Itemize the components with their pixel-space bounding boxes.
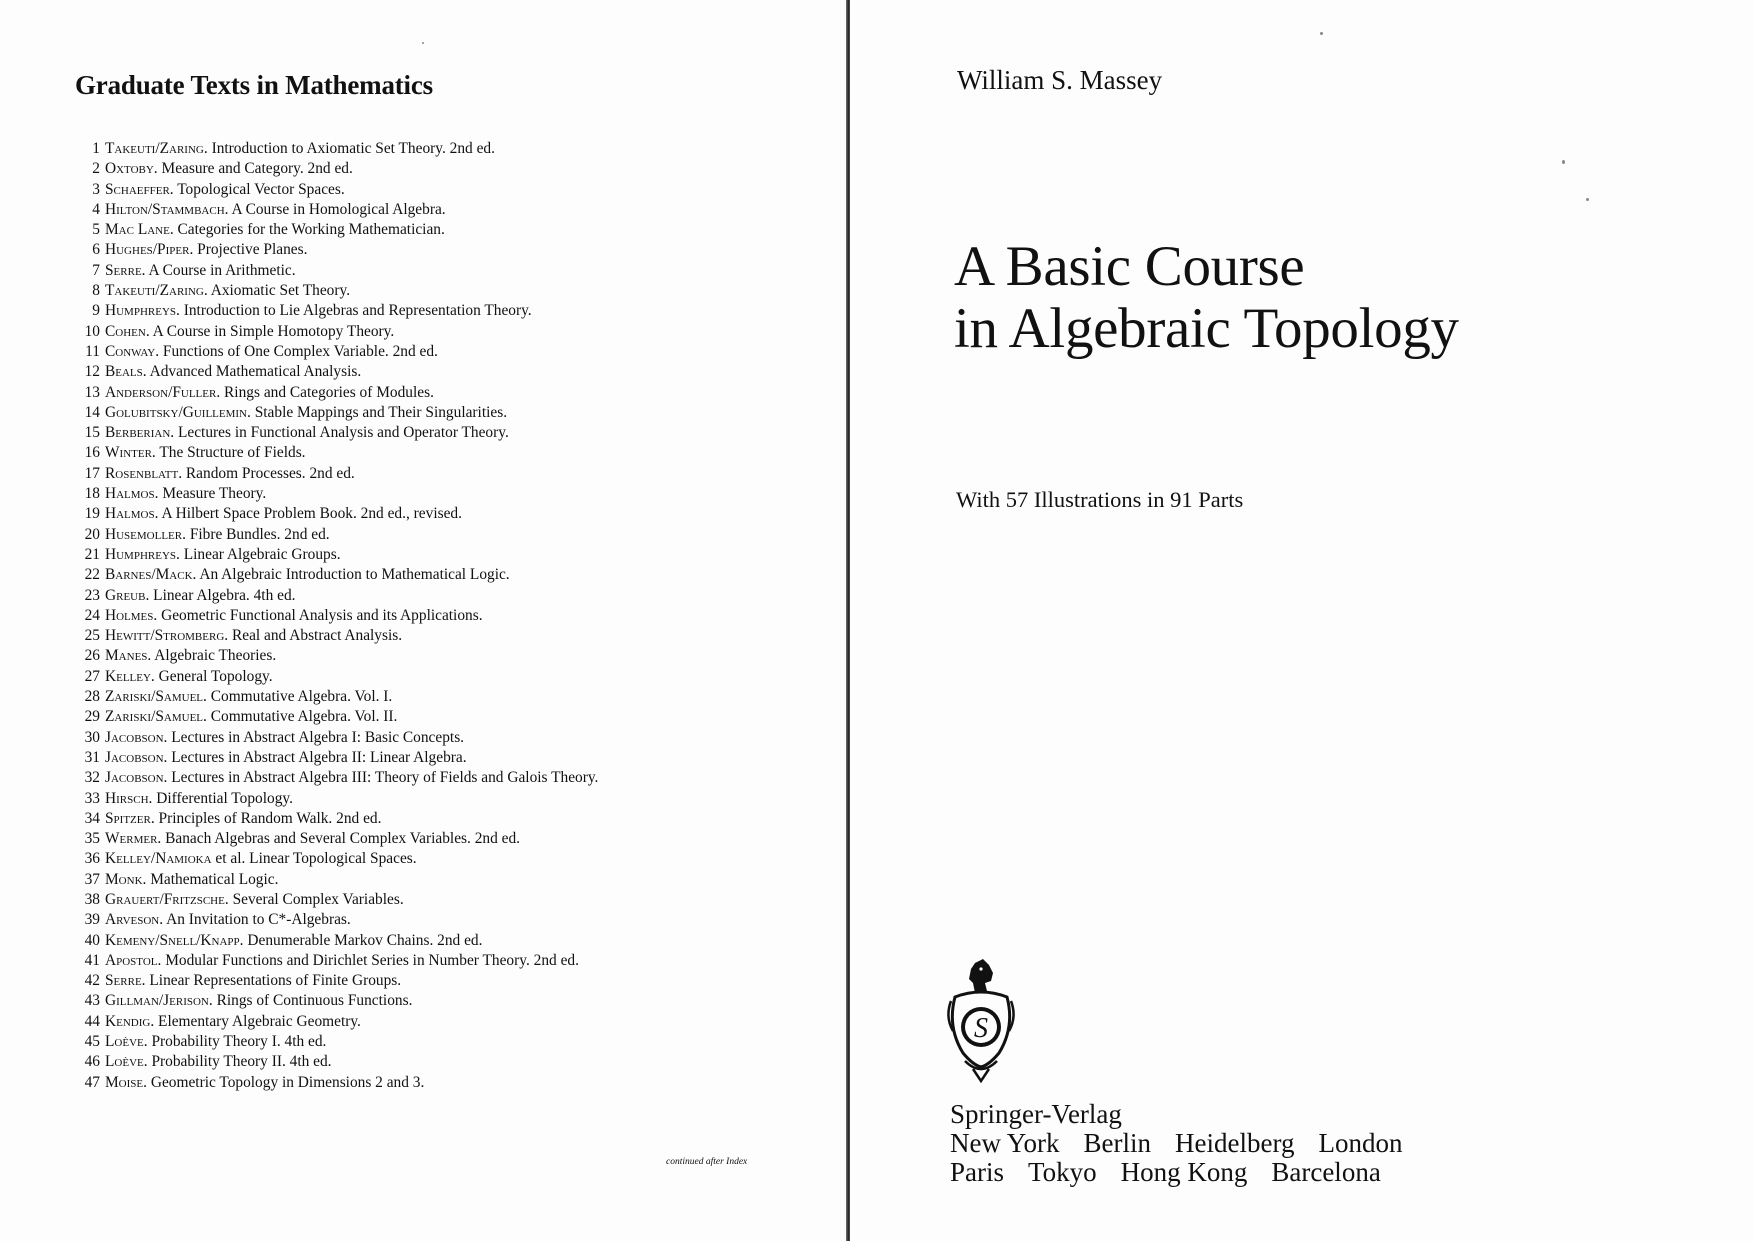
series-entry-number: 38 bbox=[84, 890, 100, 908]
series-entry-title: Fibre Bundles. 2nd ed. bbox=[189, 525, 330, 543]
series-entry-number: 7 bbox=[92, 261, 100, 279]
series-entry-author: Golubitsky/Guillemin. bbox=[105, 403, 251, 421]
series-entry-title: Advanced Mathematical Analysis. bbox=[149, 363, 362, 381]
series-entry bbox=[76, 180, 696, 200]
series-entry-title: Stable Mappings and Their Singularities. bbox=[254, 403, 508, 421]
series-entry-number: 30 bbox=[84, 728, 100, 746]
series-entry-author: Hughes/Piper. bbox=[105, 241, 194, 259]
series-entry-number: 28 bbox=[84, 688, 100, 706]
series-entry bbox=[76, 362, 696, 382]
series-entry bbox=[76, 220, 696, 240]
series-entry-author: Manes. bbox=[105, 647, 152, 665]
series-entry-number: 25 bbox=[84, 627, 100, 645]
series-entry-number: 11 bbox=[85, 342, 100, 360]
series-entry-title: Banach Algebras and Several Complex Variables. 2nd ed. bbox=[165, 830, 521, 848]
series-entry-title: A Hilbert Space Problem Book. 2nd ed., revised. bbox=[161, 505, 462, 523]
series-entry bbox=[76, 545, 696, 565]
series-entry bbox=[76, 991, 696, 1011]
series-entry-author: Zariski/Samuel. bbox=[105, 688, 207, 706]
series-entry-author: Takeuti/Zaring. bbox=[105, 282, 208, 300]
continued-note: continued after Index bbox=[666, 1157, 748, 1167]
series-entry-author: Loève. bbox=[105, 1033, 148, 1051]
series-entry-number: 46 bbox=[84, 1053, 100, 1071]
series-entry-title: Algebraic Theories. bbox=[154, 647, 277, 665]
series-entry bbox=[76, 606, 696, 626]
publisher-cities-line-2 bbox=[950, 1158, 1427, 1187]
series-entry bbox=[76, 1073, 696, 1093]
series-entry-title: Topological Vector Spaces. bbox=[177, 180, 345, 198]
series-entry-title: Rings of Continuous Functions. bbox=[216, 992, 413, 1010]
series-entry-title: Lectures in Abstract Algebra III: Theory of Fields and Galois Theory. bbox=[171, 769, 599, 787]
series-entry bbox=[76, 910, 696, 930]
series-entry-title: Commutative Algebra. Vol. I. bbox=[210, 688, 393, 706]
series-entry bbox=[76, 565, 696, 585]
series-entry bbox=[76, 1032, 696, 1052]
series-entry-author: Oxtoby. bbox=[105, 160, 158, 178]
series-entry-number: 39 bbox=[84, 911, 100, 929]
series-entry-number: 36 bbox=[84, 850, 100, 868]
series-entry bbox=[76, 849, 696, 869]
scan-speck bbox=[1586, 198, 1589, 201]
city: Barcelona bbox=[1271, 1157, 1381, 1187]
series-list bbox=[76, 139, 696, 1093]
series-entry-title: The Structure of Fields. bbox=[159, 444, 306, 462]
springer-knight-logo-icon bbox=[945, 957, 1017, 1085]
series-entry bbox=[76, 626, 696, 646]
series-entry-number: 21 bbox=[84, 545, 100, 563]
series-entry-number: 14 bbox=[84, 403, 100, 421]
series-entry-number: 29 bbox=[84, 708, 100, 726]
series-entry-number: 45 bbox=[84, 1033, 100, 1051]
series-entry-title: Linear Algebraic Groups. bbox=[183, 545, 341, 563]
series-entry-author: Cohen. bbox=[105, 322, 150, 340]
series-entry-number: 24 bbox=[84, 606, 100, 624]
city: Tokyo bbox=[1028, 1157, 1097, 1187]
scan-speck bbox=[1562, 160, 1565, 164]
series-entry-author: Rosenblatt. bbox=[105, 464, 183, 482]
series-entry-title: Introduction to Axiomatic Set Theory. 2nd ed. bbox=[211, 140, 495, 157]
series-entry-title: Linear Representations of Finite Groups. bbox=[149, 972, 402, 990]
series-entry-title: Lectures in Functional Analysis and Operator Theory. bbox=[177, 424, 509, 442]
series-entry bbox=[76, 870, 696, 890]
series-entry-title: Principles of Random Walk. 2nd ed. bbox=[158, 809, 382, 827]
series-entry-author: Hewitt/Stromberg. bbox=[105, 627, 229, 645]
series-entry-title: et al. Linear Topological Spaces. bbox=[215, 850, 417, 868]
city: London bbox=[1318, 1128, 1403, 1158]
series-entry-author: Arveson. bbox=[105, 911, 164, 929]
series-entry-author: Zariski/Samuel. bbox=[105, 708, 207, 726]
series-entry-title: Linear Algebra. 4th ed. bbox=[153, 586, 296, 604]
series-entry bbox=[76, 809, 696, 829]
series-entry-number: 6 bbox=[92, 241, 100, 259]
series-entry-number: 22 bbox=[84, 566, 100, 584]
series-entry-number: 13 bbox=[84, 383, 100, 401]
series-entry-title: An Invitation to C*-Algebras. bbox=[166, 911, 351, 929]
series-entry-author: Holmes. bbox=[105, 606, 158, 624]
series-entry bbox=[76, 748, 696, 768]
series-entry bbox=[76, 1052, 696, 1072]
series-entry bbox=[76, 464, 696, 484]
series-entry-title: Lectures in Abstract Algebra I: Basic Concepts. bbox=[171, 728, 465, 746]
series-entry-title: Commutative Algebra. Vol. II. bbox=[210, 708, 398, 726]
series-entry-title: Geometric Functional Analysis and its Applications. bbox=[161, 606, 483, 624]
series-entry-author: Wermer. bbox=[105, 830, 162, 848]
series-entry bbox=[76, 707, 696, 727]
series-entry bbox=[76, 525, 696, 545]
series-entry-author: Schaeffer. bbox=[105, 180, 174, 198]
series-entry bbox=[76, 768, 696, 788]
series-entry-title: A Course in Arithmetic. bbox=[148, 261, 296, 279]
series-entry-title: Lectures in Abstract Algebra II: Linear Algebra. bbox=[171, 748, 467, 766]
series-entry bbox=[76, 728, 696, 748]
series-entry-author: Monk. bbox=[105, 870, 147, 888]
series-entry-author: Hirsch. bbox=[105, 789, 153, 807]
series-entry-title: Denumerable Markov Chains. 2nd ed. bbox=[247, 931, 483, 949]
left-page bbox=[0, 0, 850, 1241]
series-entry-number: 33 bbox=[84, 789, 100, 807]
series-entry bbox=[76, 484, 696, 504]
series-entry-title: An Algebraic Introduction to Mathematical Logic. bbox=[199, 566, 510, 584]
series-entry bbox=[76, 240, 696, 260]
series-entry-author: Humphreys. bbox=[105, 545, 180, 563]
series-entry-title: Axiomatic Set Theory. bbox=[210, 282, 351, 300]
series-entry-author: Berberian. bbox=[105, 424, 175, 442]
series-entry bbox=[76, 504, 696, 524]
series-entry-author: Mac Lane. bbox=[105, 221, 174, 239]
series-entry-number: 34 bbox=[84, 809, 100, 827]
series-entry-number: 16 bbox=[84, 444, 100, 462]
series-entry bbox=[76, 687, 696, 707]
series-entry-number: 42 bbox=[84, 972, 100, 990]
publisher-block bbox=[950, 1100, 1427, 1187]
series-entry-number: 3 bbox=[92, 180, 100, 198]
series-entry-title: Modular Functions and Dirichlet Series in Number Theory. 2nd ed. bbox=[165, 951, 579, 969]
series-entry bbox=[76, 789, 696, 809]
series-entry bbox=[76, 301, 696, 321]
series-entry-title: Geometric Topology in Dimensions 2 and 3. bbox=[150, 1073, 425, 1091]
series-entry-author: Spitzer. bbox=[105, 809, 155, 827]
series-entry-title: Several Complex Variables. bbox=[232, 890, 404, 908]
series-entry bbox=[76, 342, 696, 362]
series-entry-author: Jacobson. bbox=[105, 728, 168, 746]
series-entry-number: 41 bbox=[84, 951, 100, 969]
series-entry-author: Husemoller. bbox=[105, 525, 186, 543]
series-entry bbox=[76, 443, 696, 463]
book-title bbox=[954, 236, 1459, 360]
series-entry-title: A Course in Simple Homotopy Theory. bbox=[152, 322, 395, 340]
book-author: William S. Massey bbox=[957, 65, 1163, 95]
city: Paris bbox=[950, 1157, 1004, 1187]
book-title-line-1: A Basic Course bbox=[954, 235, 1305, 298]
publisher-cities-line-1 bbox=[950, 1129, 1427, 1158]
series-entry-author: Takeuti/Zaring. bbox=[105, 140, 208, 157]
series-title: Graduate Texts in Mathematics bbox=[75, 70, 433, 100]
series-entry-number: 26 bbox=[84, 647, 100, 665]
series-entry-author: Apostol. bbox=[105, 951, 162, 969]
series-entry-title: Functions of One Complex Variable. 2nd ed. bbox=[162, 342, 438, 360]
series-entry bbox=[76, 971, 696, 991]
series-entry-title: Rings and Categories of Modules. bbox=[224, 383, 434, 401]
series-entry-title: Elementary Algebraic Geometry. bbox=[158, 1012, 361, 1030]
series-entry bbox=[76, 829, 696, 849]
series-entry-number: 35 bbox=[84, 830, 100, 848]
series-entry-number: 10 bbox=[84, 322, 100, 340]
series-entry-title: Measure and Category. 2nd ed. bbox=[161, 160, 353, 178]
series-entry-title: Measure Theory. bbox=[162, 485, 267, 503]
series-entry bbox=[76, 200, 696, 220]
series-entry-number: 5 bbox=[92, 221, 100, 239]
series-entry-author: Kelley/Namioka bbox=[105, 850, 212, 868]
series-entry-author: Jacobson. bbox=[105, 748, 168, 766]
series-entry-author: Serre. bbox=[105, 261, 146, 279]
city: Heidelberg bbox=[1175, 1128, 1295, 1158]
series-entry-title: Projective Planes. bbox=[197, 241, 308, 259]
series-entry-author: Barnes/Mack. bbox=[105, 566, 197, 584]
series-entry bbox=[76, 403, 696, 423]
series-entry-number: 17 bbox=[84, 464, 100, 482]
series-entry-number: 32 bbox=[84, 769, 100, 787]
series-entry-number: 43 bbox=[84, 992, 100, 1010]
city: Berlin bbox=[1083, 1128, 1152, 1158]
series-entry-author: Grauert/Fritzsche. bbox=[105, 890, 229, 908]
series-entry-number: 40 bbox=[84, 931, 100, 949]
publisher-name: Springer-Verlag bbox=[950, 1099, 1122, 1129]
series-entry bbox=[76, 139, 696, 159]
series-entry-author: Kemeny/Snell/Knapp. bbox=[105, 931, 244, 949]
series-entry-number: 19 bbox=[84, 505, 100, 523]
series-entry-author: Loève. bbox=[105, 1053, 148, 1071]
series-entry bbox=[76, 261, 696, 281]
series-entry bbox=[76, 951, 696, 971]
series-entry-author: Anderson/Fuller. bbox=[105, 383, 221, 401]
series-entry-author: Conway. bbox=[105, 342, 160, 360]
series-entry-author: Hilton/Stammbach. bbox=[105, 200, 229, 218]
series-entry-number: 9 bbox=[92, 302, 100, 320]
series-entry-title: General Topology. bbox=[158, 667, 273, 685]
series-entry-number: 20 bbox=[84, 525, 100, 543]
series-entry-number: 2 bbox=[92, 160, 100, 178]
series-entry-author: Beals. bbox=[105, 363, 147, 381]
series-entry-author: Kendig. bbox=[105, 1012, 155, 1030]
series-entry-title: Probability Theory II. 4th ed. bbox=[151, 1053, 332, 1071]
series-entry-author: Halmos. bbox=[105, 485, 159, 503]
series-entry bbox=[76, 667, 696, 687]
series-entry-number: 47 bbox=[84, 1073, 100, 1091]
series-entry bbox=[76, 646, 696, 666]
series-entry bbox=[76, 423, 696, 443]
series-entry-title: A Course in Homological Algebra. bbox=[231, 200, 446, 218]
series-entry-title: Mathematical Logic. bbox=[150, 870, 279, 888]
series-entry-author: Winter. bbox=[105, 444, 156, 462]
book-title-line-2: in Algebraic Topology bbox=[954, 297, 1459, 360]
series-entry-author: Jacobson. bbox=[105, 769, 168, 787]
series-entry-title: Real and Abstract Analysis. bbox=[231, 627, 403, 645]
series-entry-title: Categories for the Working Mathematician. bbox=[177, 221, 445, 239]
series-entry-number: 37 bbox=[84, 870, 100, 888]
series-entry-author: Kelley. bbox=[105, 667, 155, 685]
series-entry-number: 31 bbox=[84, 748, 100, 766]
illustrations-note: With 57 Illustrations in 91 Parts bbox=[956, 487, 1244, 512]
city: Hong Kong bbox=[1120, 1157, 1248, 1187]
series-entry-number: 44 bbox=[84, 1012, 100, 1030]
series-entry-author: Moise. bbox=[105, 1073, 147, 1091]
series-entry bbox=[76, 931, 696, 951]
series-entry bbox=[76, 159, 696, 179]
series-entry bbox=[76, 281, 696, 301]
city: New York bbox=[950, 1128, 1060, 1158]
series-entry-author: Halmos. bbox=[105, 505, 159, 523]
series-entry-number: 1 bbox=[92, 140, 100, 157]
series-entry-title: Probability Theory I. 4th ed. bbox=[151, 1033, 327, 1051]
series-entry bbox=[76, 383, 696, 403]
series-entry-title: Random Processes. 2nd ed. bbox=[185, 464, 355, 482]
series-entry-author: Gillman/Jerison. bbox=[105, 992, 213, 1010]
series-entry-number: 15 bbox=[84, 424, 100, 442]
series-entry-number: 4 bbox=[92, 200, 100, 218]
series-entry bbox=[76, 586, 696, 606]
series-entry-author: Serre. bbox=[105, 972, 146, 990]
series-entry bbox=[76, 890, 696, 910]
right-page bbox=[850, 0, 1754, 1241]
series-entry-title: Differential Topology. bbox=[156, 789, 293, 807]
series-entry-number: 8 bbox=[92, 282, 100, 300]
series-entry bbox=[76, 1012, 696, 1032]
series-entry-author: Greub. bbox=[105, 586, 150, 604]
series-entry-number: 23 bbox=[84, 586, 100, 604]
scan-speck bbox=[1320, 32, 1323, 35]
series-entry-author: Humphreys. bbox=[105, 302, 180, 320]
svg-text:S: S bbox=[974, 1013, 988, 1044]
series-entry-title: Introduction to Lie Algebras and Representation Theory. bbox=[183, 302, 532, 320]
series-entry bbox=[76, 322, 696, 342]
series-entry-number: 12 bbox=[84, 363, 100, 381]
series-entry-number: 27 bbox=[84, 667, 100, 685]
scan-speck bbox=[422, 42, 424, 44]
series-entry-number: 18 bbox=[84, 485, 100, 503]
